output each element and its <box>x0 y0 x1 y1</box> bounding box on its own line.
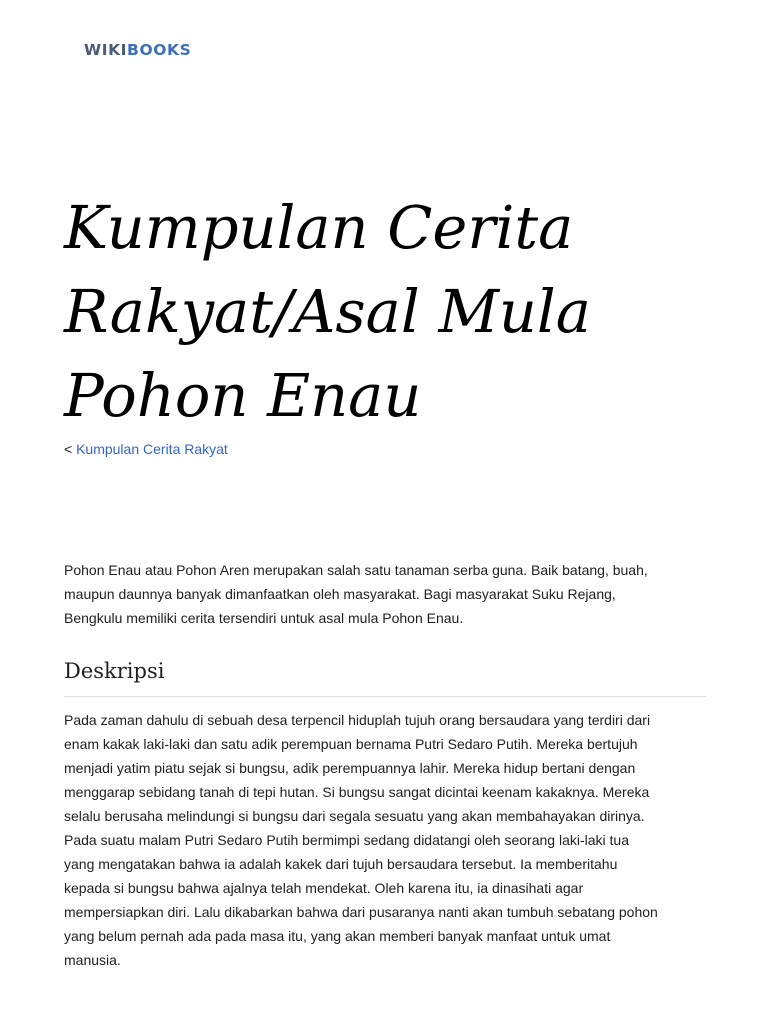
text-line: selalu berusaha melindungi si bungsu dari segala sesuatu yang akan membahayakan dirinya. <box>64 808 645 824</box>
text-line: yang belum pernah ada pada masa itu, yang akan memberi banyak manfaat untuk umat <box>64 928 611 944</box>
breadcrumb <box>64 440 228 458</box>
text-line: Bengkulu memiliki cerita tersendiri untuk asal mula Pohon Enau. <box>64 610 464 626</box>
page-title-line: Rakyat/Asal Mula <box>64 277 591 346</box>
text-line: menjadi yatim piatu sejak si bungsu, adik perempuannya lahir. Mereka hidup bertani dengan <box>64 760 636 776</box>
text-line: mempersiapkan diri. Lalu dikabarkan bahwa dari pusaranya nanti akan tumbuh sebatang pohon <box>64 904 658 920</box>
page-title <box>64 186 724 438</box>
text-line: manusia. <box>64 952 121 968</box>
page-title-line: Pohon Enau <box>64 361 422 430</box>
section-heading-deskripsi: Deskripsi <box>64 656 706 697</box>
text-line: maupun daunnya banyak dimanfaatkan oleh masyarakat. Bagi masyarakat Suku Rejang, <box>64 586 616 602</box>
text-line: menggarap sebidang tanah di tepi hutan. Si bungsu sangat dicintai keenam kakaknya. Mereka <box>64 784 650 800</box>
text-line: enam kakak laki-laki dan satu adik perempuan bernama Putri Sedaro Putih. Mereka bertujuh <box>64 736 638 752</box>
text-line: kepada si bungsu bahwa ajalnya telah mendekat. Oleh karena itu, ia dinasihati agar <box>64 880 584 896</box>
intro-paragraph <box>64 558 712 630</box>
breadcrumb-prefix: < <box>64 441 73 457</box>
wikibooks-logo[interactable] <box>84 40 191 60</box>
text-line: yang mengatakan bahwa ia adalah kakek dari tujuh bersaudara tersebut. Ia memberitahu <box>64 856 618 872</box>
logo-books-text: BOOKS <box>127 41 192 59</box>
text-line: Pohon Enau atau Pohon Aren merupakan salah satu tanaman serba guna. Baik batang, buah, <box>64 562 648 578</box>
page-title-line: Kumpulan Cerita <box>64 193 574 262</box>
description-paragraph <box>64 708 712 972</box>
text-line: Pada suatu malam Putri Sedaro Putih bermimpi sedang didatangi oleh seorang laki-laki tua <box>64 832 629 848</box>
breadcrumb-link-parent[interactable]: Kumpulan Cerita Rakyat <box>76 441 228 457</box>
text-line: Pada zaman dahulu di sebuah desa terpencil hiduplah tujuh orang bersaudara yang terdiri dari <box>64 712 651 728</box>
logo-wiki-text: WIKI <box>84 41 128 59</box>
